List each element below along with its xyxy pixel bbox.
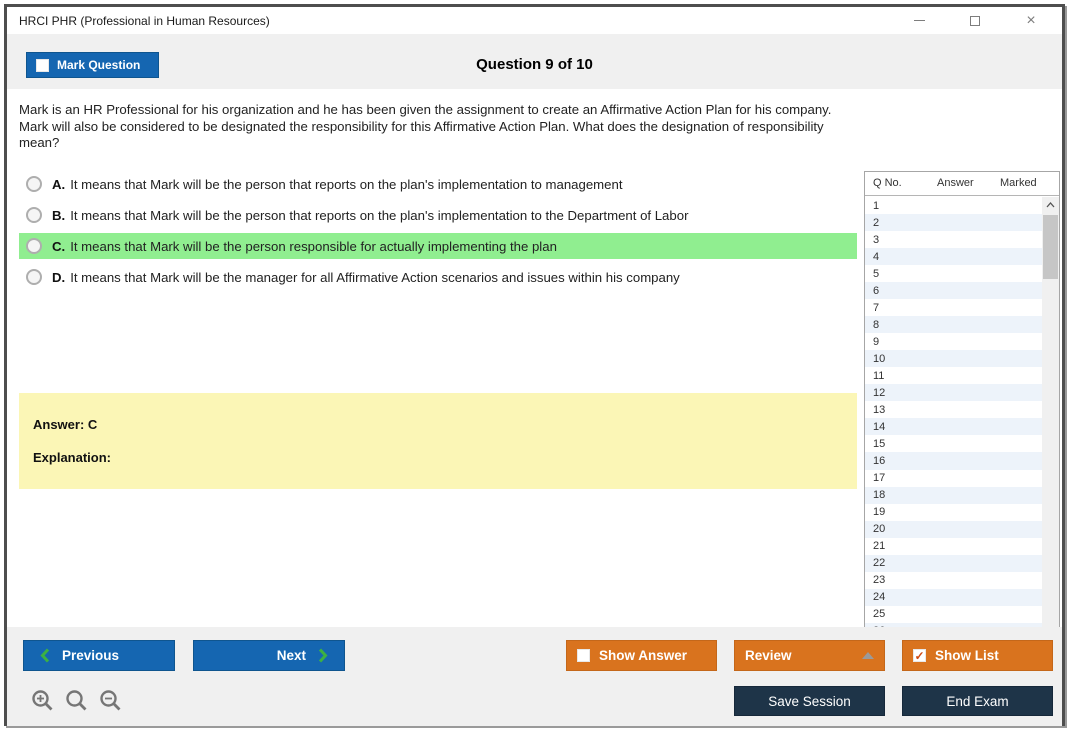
question-list-row[interactable]	[865, 248, 1042, 265]
show-list-label: Show List	[935, 648, 999, 663]
question-list-cell-no: 19	[873, 506, 886, 519]
chevron-up-icon	[1046, 202, 1055, 208]
window-controls	[906, 7, 1044, 34]
show-answer-button[interactable]	[566, 640, 717, 671]
question-list-row[interactable]	[865, 538, 1042, 555]
question-list-cell-no: 18	[873, 489, 886, 502]
minimize-button[interactable]	[906, 11, 932, 31]
question-list-cell-no: 11	[873, 369, 885, 382]
question-list-cell-no: 20	[873, 523, 886, 536]
question-list-row[interactable]	[865, 606, 1042, 623]
question-list-row[interactable]	[865, 504, 1042, 521]
question-list-row[interactable]	[865, 418, 1042, 435]
question-list-cell-no: 24	[873, 591, 886, 604]
zoom-reset-icon[interactable]	[65, 689, 89, 713]
question-list-cell-no: 4	[873, 250, 880, 263]
option-text: It means that Mark will be the manager for all Affirmative Action scenarios and issues within his company	[70, 269, 680, 285]
question-list-cell-no: 13	[873, 403, 886, 416]
option-a-radio[interactable]	[26, 176, 42, 192]
question-list-row[interactable]	[865, 487, 1042, 504]
question-list-row[interactable]	[865, 231, 1042, 248]
question-list-header	[865, 172, 1059, 196]
question-list-cell-no: 16	[873, 455, 886, 467]
window-title: HRCI PHR (Professional in Human Resources)	[19, 13, 270, 28]
option-text: It means that Mark will be the person responsible for actually implementing the plan	[70, 238, 557, 254]
end-exam-label: End Exam	[946, 693, 1009, 709]
next-label: Next	[276, 648, 306, 663]
zoom-in-icon[interactable]	[31, 689, 55, 713]
chevron-right-icon	[318, 648, 328, 663]
answer-label: Answer: C	[33, 417, 98, 432]
save-session-button[interactable]	[734, 686, 885, 716]
question-list-row[interactable]	[865, 282, 1042, 299]
question-list-cell-no: 2	[873, 216, 880, 229]
next-button[interactable]	[193, 640, 345, 671]
question-list-cell-no: 3	[873, 233, 880, 246]
maximize-icon	[970, 16, 980, 26]
question-list-cell-no: 23	[873, 574, 886, 587]
app-window	[4, 4, 1065, 726]
question-list-row[interactable]	[865, 589, 1042, 606]
header-strip	[7, 34, 1062, 89]
question-list-cell-no: 21	[873, 540, 886, 553]
question-list-row[interactable]	[865, 299, 1042, 316]
scrollbar-thumb[interactable]	[1043, 215, 1058, 279]
save-session-label: Save Session	[768, 693, 851, 709]
close-button[interactable]	[1018, 11, 1044, 31]
question-list-cell-no: 17	[873, 472, 886, 485]
maximize-button[interactable]	[962, 11, 988, 31]
question-list-cell-no: 22	[873, 557, 886, 570]
previous-label: Previous	[62, 648, 120, 663]
option-d-radio[interactable]	[26, 269, 42, 285]
option-letter: B.	[52, 207, 66, 223]
question-list-row[interactable]	[865, 555, 1042, 572]
show-answer-checkbox[interactable]	[577, 649, 590, 662]
column-header-qno: Q No.	[873, 177, 902, 189]
option-letter: A.	[52, 176, 66, 192]
question-list-cell-no: 5	[873, 267, 880, 280]
question-list-row[interactable]	[865, 350, 1042, 367]
title-bar	[7, 7, 1062, 34]
show-list-button[interactable]	[902, 640, 1053, 671]
show-list-checkbox[interactable]: ✓	[914, 648, 925, 663]
question-list-row[interactable]	[865, 521, 1042, 538]
question-list-cell-no: 6	[873, 284, 880, 297]
question-list-cell-no: 1	[873, 199, 880, 212]
end-exam-button[interactable]	[902, 686, 1053, 716]
option-text: It means that Mark will be the person that reports on the plan's implementation to the Department of Labor	[70, 207, 689, 223]
question-list-row[interactable]	[865, 572, 1042, 589]
show-answer-label: Show Answer	[599, 648, 688, 663]
column-header-answer: Answer	[937, 177, 974, 189]
option-b-radio[interactable]	[26, 207, 42, 223]
question-list-cell-no: 8	[873, 318, 880, 331]
option-row[interactable]	[19, 233, 857, 259]
option-row[interactable]	[19, 264, 857, 290]
option-row[interactable]	[19, 171, 857, 197]
triangle-up-icon	[862, 652, 874, 659]
option-c-radio[interactable]	[26, 238, 42, 254]
chevron-left-icon	[40, 648, 50, 663]
option-text: It means that Mark will be the person that reports on the plan's implementation to management	[70, 176, 623, 192]
question-list-cell-no: 9	[873, 335, 880, 348]
mark-question-label: Mark Question	[57, 58, 141, 72]
question-list-row[interactable]	[865, 435, 1042, 452]
question-counter: Question 9 of 10	[476, 56, 593, 73]
answer-panel	[19, 393, 857, 489]
option-letter: D.	[52, 269, 66, 285]
zoom-out-icon[interactable]	[99, 689, 123, 713]
minimize-icon	[914, 20, 925, 21]
question-list-row[interactable]	[865, 214, 1042, 231]
previous-button[interactable]	[23, 640, 175, 671]
question-list-cell-no: 15	[873, 437, 886, 450]
question-text: Mark is an HR Professional for his organization and he has been given the assignment to create an Affirmative Action Plan for his company. Mark will also be considered to be designated the responsibility for this Affirmative Action Plan. What does the designation of responsibility mean?	[19, 102, 832, 151]
question-list-row[interactable]	[865, 265, 1042, 282]
zoom-toolbar	[31, 689, 123, 713]
option-letter: C.	[52, 238, 66, 254]
review-label: Review	[745, 648, 792, 663]
footer-bar	[7, 627, 1062, 726]
question-list-row[interactable]	[865, 316, 1042, 333]
question-list-row[interactable]	[865, 452, 1042, 469]
options-list	[19, 171, 857, 295]
explanation-label: Explanation:	[33, 450, 112, 465]
question-list-row[interactable]	[865, 197, 1042, 214]
question-list-cell-no: 10	[873, 352, 886, 365]
question-list-cell-no: 7	[873, 301, 880, 314]
question-list-cell-no: 12	[873, 386, 886, 399]
question-list-cell-no: 14	[873, 420, 886, 433]
question-list-row[interactable]	[865, 470, 1042, 487]
option-row[interactable]	[19, 202, 857, 228]
close-icon: ×	[1026, 11, 1036, 29]
main-area	[7, 89, 1062, 627]
column-header-marked: Marked	[1000, 177, 1037, 189]
question-list-row[interactable]	[865, 333, 1042, 350]
question-list-row[interactable]	[865, 401, 1042, 418]
review-dropdown-button[interactable]	[734, 640, 885, 671]
question-list-cell-no: 25	[873, 608, 886, 621]
question-list-row[interactable]	[865, 384, 1042, 401]
scroll-up-button[interactable]	[1042, 197, 1059, 213]
question-list-row[interactable]	[865, 367, 1042, 384]
